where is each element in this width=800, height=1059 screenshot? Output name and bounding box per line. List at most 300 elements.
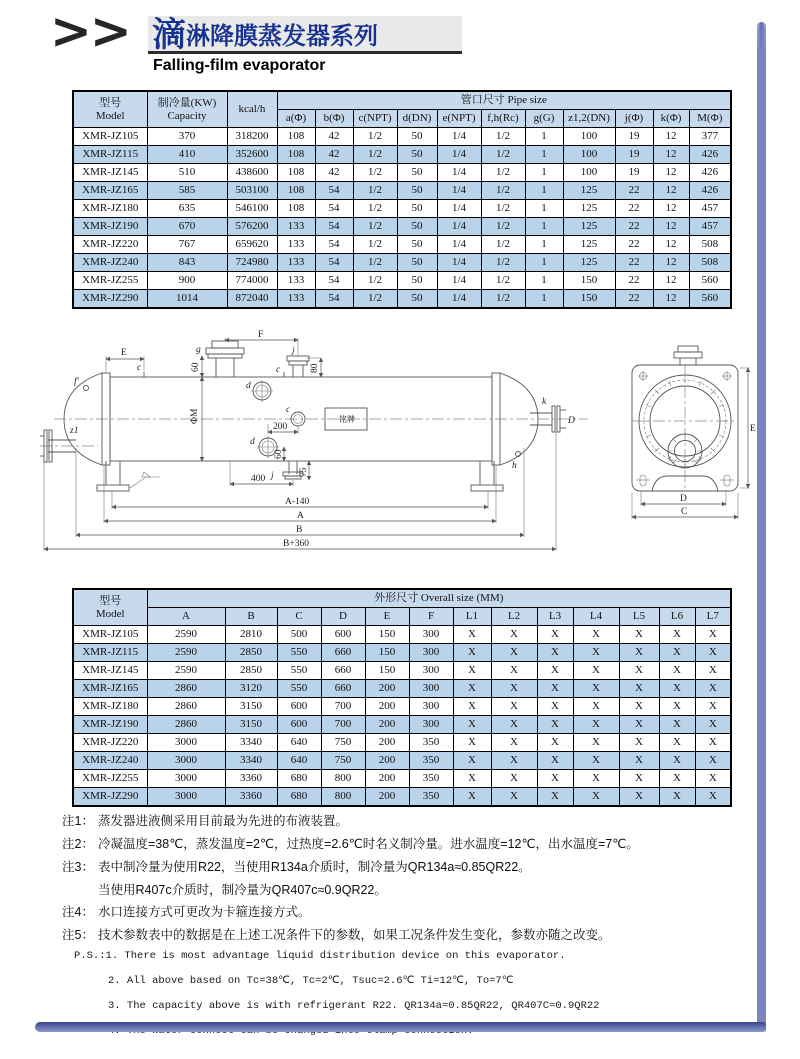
table-cell: 150 bbox=[365, 644, 409, 662]
table-cell: XMR-JZ290 bbox=[73, 788, 147, 807]
table-row bbox=[73, 734, 731, 752]
right-accent-bar bbox=[757, 22, 766, 1030]
table-cell: 133 bbox=[277, 272, 315, 290]
table-cell: 1/4 bbox=[437, 254, 481, 272]
table-cell: 1 bbox=[525, 182, 563, 200]
table-cell: 1 bbox=[525, 218, 563, 236]
col-header: c(NPT) bbox=[353, 110, 397, 128]
table-row bbox=[73, 164, 731, 182]
table-cell: 42 bbox=[315, 146, 353, 164]
overall-size-table-body bbox=[73, 626, 731, 807]
col-header: D bbox=[321, 608, 365, 626]
table-cell: X bbox=[573, 680, 619, 698]
table-cell: 600 bbox=[277, 698, 321, 716]
port-label-j-top: j bbox=[292, 346, 295, 356]
table-cell: 550 bbox=[277, 662, 321, 680]
table-cell: 900 bbox=[147, 272, 227, 290]
table-row bbox=[73, 218, 731, 236]
table-cell: X bbox=[619, 644, 659, 662]
table-cell: X bbox=[491, 770, 537, 788]
note-label: 注1： bbox=[62, 814, 94, 828]
table-cell: X bbox=[491, 698, 537, 716]
port-label-z1: z1 bbox=[70, 426, 79, 436]
table-cell: X bbox=[453, 770, 491, 788]
table-cell: 585 bbox=[147, 182, 227, 200]
table-cell: X bbox=[537, 644, 573, 662]
table-cell: 12 bbox=[653, 218, 689, 236]
port-label-d1: d bbox=[246, 381, 251, 391]
dim-label-80: 80 bbox=[310, 363, 320, 373]
table-cell: 508 bbox=[689, 254, 731, 272]
table-cell: X bbox=[695, 770, 731, 788]
dim-label-end-e: E bbox=[750, 424, 756, 434]
table-cell: 12 bbox=[653, 182, 689, 200]
table-cell: 22 bbox=[615, 272, 653, 290]
table-cell: 660 bbox=[321, 644, 365, 662]
table-cell: 200 bbox=[365, 716, 409, 734]
table-cell: X bbox=[573, 734, 619, 752]
table-cell: 50 bbox=[397, 218, 437, 236]
table-cell: 550 bbox=[277, 680, 321, 698]
note-line bbox=[62, 901, 752, 924]
table-cell: XMR-JZ180 bbox=[73, 200, 147, 218]
table-cell: 1/2 bbox=[481, 272, 525, 290]
table-cell: 1/2 bbox=[481, 146, 525, 164]
table-cell: 108 bbox=[277, 182, 315, 200]
col-header: a(Φ) bbox=[277, 110, 315, 128]
table-cell: 150 bbox=[365, 662, 409, 680]
table-cell: X bbox=[619, 716, 659, 734]
table-cell: 3150 bbox=[225, 716, 277, 734]
table-cell: 750 bbox=[321, 752, 365, 770]
table-cell: 700 bbox=[321, 716, 365, 734]
note-label: 注3： bbox=[62, 860, 94, 874]
table-row bbox=[73, 182, 731, 200]
table-cell: X bbox=[453, 716, 491, 734]
table-cell: 1 bbox=[525, 236, 563, 254]
table-cell: 750 bbox=[321, 734, 365, 752]
dim-label-a140: A-140 bbox=[285, 497, 310, 507]
table-row bbox=[73, 236, 731, 254]
dim-label-phi-m: ΦM bbox=[190, 408, 200, 424]
table-cell: X bbox=[453, 626, 491, 644]
table-cell: 108 bbox=[277, 164, 315, 182]
table-row bbox=[73, 200, 731, 218]
table-cell: 100 bbox=[563, 128, 615, 146]
col-header: L4 bbox=[573, 608, 619, 626]
table-cell: X bbox=[619, 626, 659, 644]
table-header-row bbox=[73, 91, 731, 110]
table-cell: X bbox=[573, 698, 619, 716]
dim-label-end-c: C bbox=[681, 507, 688, 517]
table-cell: X bbox=[573, 662, 619, 680]
table-cell: 200 bbox=[365, 680, 409, 698]
table-cell: 22 bbox=[615, 218, 653, 236]
table-cell: 1/2 bbox=[353, 200, 397, 218]
table-cell: 54 bbox=[315, 272, 353, 290]
dim-label-60b: 60 bbox=[274, 449, 284, 459]
table-cell: 660 bbox=[321, 662, 365, 680]
col-header-pipe-size-group: 管口尺寸 Pipe size bbox=[277, 91, 731, 110]
port-label-g: g bbox=[196, 345, 201, 355]
table-cell: 550 bbox=[277, 644, 321, 662]
table-subheader-row bbox=[73, 608, 731, 626]
table-cell: 2810 bbox=[225, 626, 277, 644]
table-cell: 2850 bbox=[225, 644, 277, 662]
table-cell: 600 bbox=[277, 716, 321, 734]
table-cell: X bbox=[537, 680, 573, 698]
port-label-d2: d bbox=[250, 437, 255, 447]
port-label-h: h bbox=[512, 461, 517, 471]
table-cell: 12 bbox=[653, 236, 689, 254]
col-header: M(Φ) bbox=[689, 110, 731, 128]
table-cell: 600 bbox=[321, 626, 365, 644]
table-cell: 1/2 bbox=[353, 164, 397, 182]
table-cell: 560 bbox=[689, 290, 731, 309]
port-d1 bbox=[251, 380, 273, 402]
table-cell: 1/4 bbox=[437, 290, 481, 309]
port-label-f: f' bbox=[74, 377, 79, 387]
table-cell: 1 bbox=[525, 254, 563, 272]
table-cell: 42 bbox=[315, 128, 353, 146]
col-header: L3 bbox=[537, 608, 573, 626]
table-cell: 3000 bbox=[147, 734, 225, 752]
table-row bbox=[73, 680, 731, 698]
col-header: f,h(Rc) bbox=[481, 110, 525, 128]
table-cell: 680 bbox=[277, 788, 321, 807]
table-cell: 50 bbox=[397, 182, 437, 200]
col-header: C bbox=[277, 608, 321, 626]
col-header: L7 bbox=[695, 608, 731, 626]
table-cell: 50 bbox=[397, 164, 437, 182]
table-cell: X bbox=[537, 752, 573, 770]
table-row bbox=[73, 698, 731, 716]
bottom-accent-bar bbox=[35, 1022, 766, 1032]
table-cell: X bbox=[659, 752, 695, 770]
table-cell: 300 bbox=[409, 626, 453, 644]
table-cell: 774000 bbox=[227, 272, 277, 290]
table-cell: 133 bbox=[277, 236, 315, 254]
table-cell: 1/2 bbox=[353, 146, 397, 164]
table-cell: X bbox=[537, 734, 573, 752]
table-cell: 1/2 bbox=[481, 236, 525, 254]
note-line bbox=[62, 810, 752, 833]
table-cell: 200 bbox=[365, 698, 409, 716]
table-cell: 426 bbox=[689, 182, 731, 200]
table-cell: 19 bbox=[615, 146, 653, 164]
table-cell: 457 bbox=[689, 218, 731, 236]
table-row bbox=[73, 128, 731, 146]
table-cell: 22 bbox=[615, 182, 653, 200]
col-header: L2 bbox=[491, 608, 537, 626]
note-text: 水口连接方式可更改为卡箍连接方式。 bbox=[98, 905, 311, 919]
table-cell: 350 bbox=[409, 770, 453, 788]
table-cell: 1/2 bbox=[481, 200, 525, 218]
table-cell: X bbox=[573, 716, 619, 734]
table-cell: 438600 bbox=[227, 164, 277, 182]
table-cell: 576200 bbox=[227, 218, 277, 236]
page-subtitle: Falling-film evaporator bbox=[153, 57, 326, 74]
table-cell: 2590 bbox=[147, 644, 225, 662]
dim-label-f: F bbox=[258, 330, 264, 340]
table-cell: 54 bbox=[315, 218, 353, 236]
table-cell: 133 bbox=[277, 290, 315, 309]
table-cell: X bbox=[491, 716, 537, 734]
table-cell: 12 bbox=[653, 128, 689, 146]
table-cell: 1/2 bbox=[353, 128, 397, 146]
table-row bbox=[73, 146, 731, 164]
ps-item: 2. All above based on Tc=38℃, Tc=2℃, Tsuc=2.6℃ Ti=12℃, To=7℃ bbox=[108, 975, 514, 987]
table-cell: 150 bbox=[563, 272, 615, 290]
col-header-capacity: 制冷量(KW) Capacity bbox=[147, 91, 227, 128]
col-header-model: 型号 Model bbox=[73, 589, 147, 626]
port-label-d-right: D bbox=[568, 416, 575, 426]
table-cell: XMR-JZ145 bbox=[73, 662, 147, 680]
table-header-row bbox=[73, 589, 731, 608]
table-cell: 426 bbox=[689, 146, 731, 164]
table-cell: 1 bbox=[525, 290, 563, 309]
table-cell: 3000 bbox=[147, 770, 225, 788]
port-label-c1: c bbox=[137, 363, 142, 373]
table-cell: XMR-JZ220 bbox=[73, 734, 147, 752]
table-cell: X bbox=[491, 662, 537, 680]
table-cell: X bbox=[453, 662, 491, 680]
note-label: 注5： bbox=[62, 928, 94, 942]
col-header: j(Φ) bbox=[615, 110, 653, 128]
chevrons-logo: >> bbox=[50, 2, 130, 60]
table-cell: X bbox=[491, 734, 537, 752]
col-header: B bbox=[225, 608, 277, 626]
table-cell: 546100 bbox=[227, 200, 277, 218]
table-cell: 640 bbox=[277, 734, 321, 752]
table-cell: 1/2 bbox=[353, 218, 397, 236]
table-cell: 3340 bbox=[225, 752, 277, 770]
table-cell: 1/4 bbox=[437, 164, 481, 182]
table-cell: X bbox=[659, 626, 695, 644]
table-cell: X bbox=[659, 662, 695, 680]
table-cell: 659620 bbox=[227, 236, 277, 254]
table-cell: 50 bbox=[397, 254, 437, 272]
note-text: 冷凝温度=38℃，蒸发温度=2℃，过热度=2.6℃时名义制冷量。进水温度=12℃，出水温度=7℃。 bbox=[98, 837, 639, 851]
note-line bbox=[62, 879, 752, 901]
dim-label-a: A bbox=[297, 511, 304, 521]
pipe-size-table-body bbox=[73, 128, 731, 309]
table-cell: 300 bbox=[409, 680, 453, 698]
table-cell: X bbox=[659, 680, 695, 698]
table-cell: 1/2 bbox=[353, 254, 397, 272]
table-cell: 872040 bbox=[227, 290, 277, 309]
ps-line bbox=[74, 969, 754, 994]
table-cell: 1/2 bbox=[481, 290, 525, 309]
note-text: 表中制冷量为使用R22，当使用R134a介质时，制冷量为QR134a≈0.85QR22。 bbox=[98, 860, 531, 874]
table-cell: 843 bbox=[147, 254, 227, 272]
table-cell: XMR-JZ115 bbox=[73, 644, 147, 662]
ps-line bbox=[74, 994, 754, 1019]
page-title-rest: 淋降膜蒸发器系列 bbox=[186, 23, 378, 51]
table-cell: X bbox=[659, 698, 695, 716]
col-header: k(Φ) bbox=[653, 110, 689, 128]
table-cell: X bbox=[491, 752, 537, 770]
table-cell: 3000 bbox=[147, 788, 225, 807]
table-cell: 12 bbox=[653, 254, 689, 272]
table-cell: 680 bbox=[277, 770, 321, 788]
table-cell: XMR-JZ220 bbox=[73, 236, 147, 254]
table-cell: 1/4 bbox=[437, 182, 481, 200]
side-view bbox=[40, 330, 588, 551]
table-cell: 1/2 bbox=[353, 182, 397, 200]
table-cell: X bbox=[573, 644, 619, 662]
table-cell: X bbox=[659, 644, 695, 662]
table-cell: 2860 bbox=[147, 680, 225, 698]
page-title bbox=[148, 16, 462, 54]
table-cell: 54 bbox=[315, 182, 353, 200]
table-cell: 2850 bbox=[225, 662, 277, 680]
table-cell: X bbox=[453, 734, 491, 752]
table-cell: 2860 bbox=[147, 698, 225, 716]
table-cell: 1/2 bbox=[353, 290, 397, 309]
table-cell: 1/2 bbox=[353, 236, 397, 254]
table-cell: X bbox=[537, 788, 573, 807]
technical-drawing bbox=[40, 328, 758, 568]
table-cell: 1/4 bbox=[437, 200, 481, 218]
table-cell: X bbox=[695, 734, 731, 752]
table-cell: 22 bbox=[615, 236, 653, 254]
table-cell: X bbox=[573, 770, 619, 788]
table-cell: 503100 bbox=[227, 182, 277, 200]
notes-section bbox=[62, 810, 752, 947]
table-cell: 670 bbox=[147, 218, 227, 236]
col-header: d(DN) bbox=[397, 110, 437, 128]
col-header: L6 bbox=[659, 608, 695, 626]
dim-label-400: 400 bbox=[251, 474, 266, 484]
table-cell: 1/2 bbox=[481, 254, 525, 272]
table-cell: 50 bbox=[397, 272, 437, 290]
dim-label-60a: 60 bbox=[191, 362, 201, 372]
col-header: L5 bbox=[619, 608, 659, 626]
table-cell: 50 bbox=[397, 200, 437, 218]
table-cell: 125 bbox=[563, 200, 615, 218]
table-cell: XMR-JZ190 bbox=[73, 716, 147, 734]
table-cell: 50 bbox=[397, 146, 437, 164]
table-cell: 700 bbox=[321, 698, 365, 716]
col-header-kcal: kcal/h bbox=[227, 91, 277, 128]
table-cell: 22 bbox=[615, 200, 653, 218]
table-cell: 1/4 bbox=[437, 236, 481, 254]
table-cell: 125 bbox=[563, 218, 615, 236]
table-cell: 1/2 bbox=[353, 272, 397, 290]
table-cell: X bbox=[695, 644, 731, 662]
table-cell: 1/2 bbox=[481, 164, 525, 182]
table-row bbox=[73, 254, 731, 272]
table-cell: 108 bbox=[277, 146, 315, 164]
table-cell: X bbox=[573, 626, 619, 644]
table-cell: 3360 bbox=[225, 770, 277, 788]
table-cell: XMR-JZ105 bbox=[73, 128, 147, 146]
table-cell: 508 bbox=[689, 236, 731, 254]
table-cell: 200 bbox=[365, 752, 409, 770]
table-cell: 125 bbox=[563, 182, 615, 200]
table-cell: 54 bbox=[315, 290, 353, 309]
ps-item: 3. The capacity above is with refrigerant R22. QR134a≈0.85QR22, QR407C≈0.9QR22 bbox=[108, 1000, 600, 1012]
table-cell: 3150 bbox=[225, 698, 277, 716]
table-cell: XMR-JZ290 bbox=[73, 290, 147, 309]
table-cell: X bbox=[573, 752, 619, 770]
col-header-overall-size-group: 外形尺寸 Overall size (MM) bbox=[147, 589, 731, 608]
ps-line bbox=[74, 944, 754, 969]
table-cell: 350 bbox=[409, 788, 453, 807]
table-cell: X bbox=[453, 680, 491, 698]
table-cell: XMR-JZ165 bbox=[73, 182, 147, 200]
table-cell: 1014 bbox=[147, 290, 227, 309]
table-cell: XMR-JZ190 bbox=[73, 218, 147, 236]
pipe-size-table bbox=[72, 90, 732, 309]
dim-label-b: B bbox=[296, 525, 303, 535]
table-cell: 19 bbox=[615, 164, 653, 182]
dim-label-end-d: D bbox=[680, 494, 687, 504]
table-cell: X bbox=[453, 644, 491, 662]
table-cell: 1 bbox=[525, 200, 563, 218]
table-cell: 200 bbox=[365, 770, 409, 788]
table-cell: 1 bbox=[525, 128, 563, 146]
table-cell: 12 bbox=[653, 200, 689, 218]
table-cell: 318200 bbox=[227, 128, 277, 146]
table-cell: XMR-JZ255 bbox=[73, 272, 147, 290]
table-cell: X bbox=[619, 662, 659, 680]
overall-size-table bbox=[72, 588, 732, 807]
table-cell: 125 bbox=[563, 254, 615, 272]
note-label: 注2： bbox=[62, 837, 94, 851]
dim-label-75: 75 bbox=[299, 467, 309, 477]
table-cell: 3120 bbox=[225, 680, 277, 698]
table-cell: 1/2 bbox=[481, 128, 525, 146]
table-cell: 54 bbox=[315, 200, 353, 218]
table-cell: 108 bbox=[277, 128, 315, 146]
table-cell: X bbox=[659, 770, 695, 788]
table-cell: 133 bbox=[277, 218, 315, 236]
table-cell: X bbox=[537, 770, 573, 788]
table-cell: 767 bbox=[147, 236, 227, 254]
port-label-j-bottom: j bbox=[271, 471, 274, 481]
table-cell: 426 bbox=[689, 164, 731, 182]
col-header: b(Φ) bbox=[315, 110, 353, 128]
table-cell: X bbox=[619, 788, 659, 807]
table-cell: 150 bbox=[365, 626, 409, 644]
note-text: 技术参数表中的数据是在上述工况条件下的参数，如果工况条件发生变化，参数亦随之改变。 bbox=[98, 928, 611, 942]
table-cell: X bbox=[491, 626, 537, 644]
table-cell: XMR-JZ180 bbox=[73, 698, 147, 716]
table-cell: 500 bbox=[277, 626, 321, 644]
table-cell: X bbox=[491, 788, 537, 807]
table-row bbox=[73, 662, 731, 680]
table-cell: XMR-JZ145 bbox=[73, 164, 147, 182]
port-label-k: k bbox=[542, 397, 547, 407]
table-cell: 42 bbox=[315, 164, 353, 182]
table-cell: X bbox=[619, 698, 659, 716]
table-cell: 352600 bbox=[227, 146, 277, 164]
end-view bbox=[632, 346, 756, 519]
table-cell: 300 bbox=[409, 644, 453, 662]
table-cell: 300 bbox=[409, 698, 453, 716]
table-cell: 12 bbox=[653, 146, 689, 164]
table-cell: 22 bbox=[615, 290, 653, 309]
table-cell: 1 bbox=[525, 164, 563, 182]
table-cell: X bbox=[573, 788, 619, 807]
table-cell: X bbox=[695, 698, 731, 716]
table-row bbox=[73, 626, 731, 644]
table-cell: 2860 bbox=[147, 716, 225, 734]
table-cell: 457 bbox=[689, 200, 731, 218]
table-cell: 3360 bbox=[225, 788, 277, 807]
